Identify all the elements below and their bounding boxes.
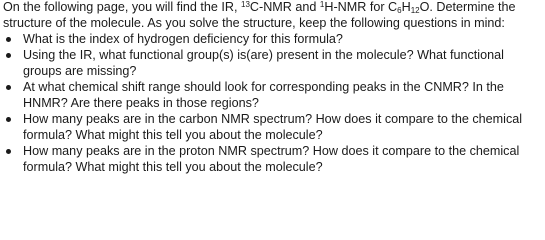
intro-text-3: H-NMR for C — [324, 0, 398, 14]
bullet-icon — [6, 149, 11, 154]
question-text: How many peaks are in the carbon NMR spectrum? How does it compare to the chemical formula? What might this tell you about the molecule? — [23, 112, 523, 142]
question-text: How many peaks are in the proton NMR spectrum? How does it compare to the chemical formula? What might this tell you about the molecule? — [23, 144, 520, 174]
bullet-icon — [6, 53, 11, 58]
bullet-icon — [6, 37, 11, 42]
list-item — [3, 31, 543, 47]
h1-superscript: 1 — [319, 0, 325, 9]
intro-text-4: H — [401, 0, 411, 14]
document-body — [3, 0, 543, 175]
list-item — [3, 47, 543, 79]
bullet-icon — [6, 85, 11, 90]
question-list — [3, 31, 543, 175]
intro-text-2: C-NMR and — [249, 0, 320, 14]
question-text: Using the IR, what functional group(s) is(are) present in the molecule? What functional groups are missing? — [23, 48, 504, 78]
question-text: At what chemical shift range should look for corresponding peaks in the CNMR? In the HNMR? Are there peaks in those regions? — [23, 80, 504, 110]
formula-hydrogen-subscript: 12 — [410, 6, 420, 15]
question-text: What is the index of hydrogen deficiency for this formula? — [23, 32, 343, 46]
c13-superscript: 13 — [241, 0, 250, 9]
intro-paragraph — [3, 0, 543, 31]
list-item — [3, 79, 543, 111]
list-item — [3, 111, 543, 143]
intro-text-1: On the following page, you will find the IR, — [3, 0, 242, 14]
bullet-icon — [6, 117, 11, 122]
intro-text-5: O. Determine the structure of the molecule. As you solve the structure, keep the following questions in mind: — [3, 0, 516, 30]
formula-carbon-subscript: 6 — [397, 6, 402, 15]
list-item — [3, 143, 543, 175]
